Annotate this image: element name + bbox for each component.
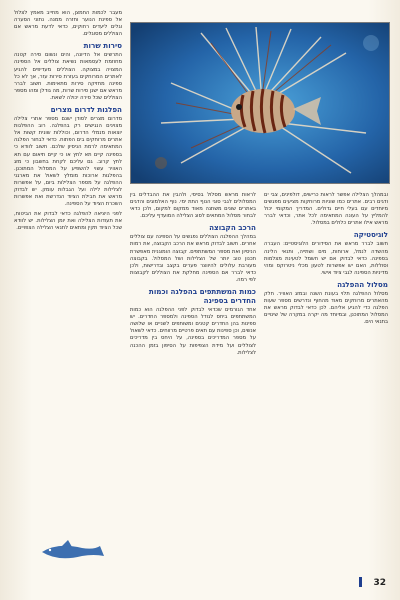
page-number: 32 (373, 578, 386, 588)
heading-rechev: הרכב הקבוצה (209, 223, 256, 233)
paragraph-right-intro: ובמהלך הצלילה אפשר לראות כרישים, דולפינים, צבי ים ודגים רבים. אתרים כמו שוניות מרוחקות מציעים מפגשים מיוחדים עם בעלי חיים גדולים. המדריך המקומי יכול להמליץ על העונה המתאימה לכל אתר, וכדאי לברר מראש אילו אתרים כלולים במסלול. (264, 192, 388, 227)
lionfish-icon (131, 23, 389, 183)
paragraph-mid-intro: לראות מראש מסלול בסיסי, ולהבין את ההבדלים בין המסלולים לגבי סוגי הנוף התת ימי. נוף האלמוגים והדגים באתרים שונים משתנה מאוד ממקום למקום, ולכן כדאי לבחור מסלול המתאים לסוג הצלילה המועדף עליכם. (130, 192, 256, 220)
paragraph-logistika: חשוב לברר מראש את הסידורים הלוגיסטיים: העברה מהשדה לנמל, ארוחות, מים ושתייה, ותנאי הלינה בספינה. כדאי לבדוק אם יש חשמל לטעינת מצלמות וסוללות, האם יש אפשרות לטעון מכלי ניטרוקס ומהי מדיניות הספינה לגבי ציוד אישי. (264, 241, 388, 276)
fish-icon (38, 538, 108, 562)
paragraph-rechev: במהלך ההפלגה הצוללים נפגשים על הספינה עם צוללים אחרים. חשוב לבדוק מראש את הרכב הקבוצה, את רמות הניסיון ואת מספר המשתתפים. קבוצה הומוגנית מאפשרת תכנון טוב יותר של הצלילות ושל המסלול. בקבוצה מעורבת עלולים להיווצר פערים בקצב ובדרישות, ולכן כדאי לברר אם הספינה מחלקת את הצוללים לקבוצות לפי רמה. (130, 234, 256, 283)
paragraph-kamut: אחד הגורמים שכדאי לבדוק לפני ההפלגה הוא כמות המשתתפים ביחס לגודל הספינה ולמספר החדרים. יש ספינות בהן החדרים קטנים ומשותפים לשניים או שלושה אנשים, וכן ספינות עם תאים פרטיים מרווחים. כדאי לשאול על מספר המדריכים בספינה, על היחס בין מדריכים לצוללים ועל מידת הצפיפות על הסיפון בזמן ההכנה לצלילות. (130, 307, 256, 356)
paragraph-sirot: התרשים אל הדיונה, והים ונשום סירה קטנה מחוזמת לעסמאות נשיאת צוללים אל הספינה המצויה במצוקה. הצוללים מעדיפים להגיע לאתרים המרוחקים בעזרת סירות עזר, אך לא כל ספינה מחזיקה סירות מתאימות. חשוב לברר מראש אם ישנן סירות שרות, מה גודלן ומהו מספר הצוללים שכל סירה יכולה לשאת. (14, 52, 122, 101)
left-column (14, 10, 122, 530)
heading-maslul: מסלול ההפלגה (337, 279, 388, 289)
heading-logistika: לוגיסטיקה (353, 230, 388, 240)
lionfish-photo (130, 22, 390, 184)
paragraph-left-bottom: לפני היציאה להפלגה כדאי לבדוק את הביטוח, את תעודות הצלילה ואת יומן הצלילות. יש לוודא שכל הציוד תקין ומתאים לתנאי הצלילה הצפויים. (14, 211, 122, 232)
paragraph-haflagot: מדרום מצרים לסודן ישנם מספר אתרי צלילה מצוינים הנגישים רק בהפלגה. רוב ההפלגות יוצאות מנמלי הדרום, וכוללות שונית קשות אל אתרים מרוחקים בים הפתוח. כדאי לבחור הפלגה המתאימה לרמת הניסיון שלכם. חשוב לוודא כי בספינה קיים תא לחץ או כי קיים תיאום עם תא לחץ קרוב. גם עליכם לקחת בחשבון כי מזג האוויר עשוי להשפיע על המסלול המתוכנן. בהפלגות ארוכות מומלץ לשאול את מארגני ההפלגה על מספר הצלילות ביום, על אפשרות לצלילות לילה ועל הגבלות עומק. יש לבדוק מראש את חבילת הציוד הנדרשת ואת אפשרות השכרת הציוד על הספינה. (14, 116, 122, 208)
right-column (264, 192, 388, 552)
heading-kamut: כמות המשתתפים בהפלגה וכמות החדרים בספינה (148, 287, 256, 306)
paragraph-maslul: מסלול ההפלגה תלוי בעונת השנה ובמזג האוויר. חלק מהאתרים מרוחקים מאוד מהחוף ונדרשים מספר שעות הפלגה כדי להגיע אליהם. לכן כדאי לבדוק מראש את המסלול המתוכנן, ובמיוחד מה יקרה במקרה של שינויים בתנאי הים. (264, 290, 388, 326)
page-number-bar (359, 577, 362, 587)
middle-column (130, 192, 256, 462)
paragraph-left-top: מעבר לכמות החמצן, הוא מחייב מאמץ לצלול אל ספינת הנוער וחזרה ממנה. נתוני הסערה וגלים ליעדים רחוקים, כדאי לדעת מראש אם הצוללים מסוגלים. (14, 10, 122, 38)
heading-haflagot: הפלגות לדרום מצרים (50, 105, 122, 115)
heading-sirot: סירות שרות (83, 41, 122, 51)
